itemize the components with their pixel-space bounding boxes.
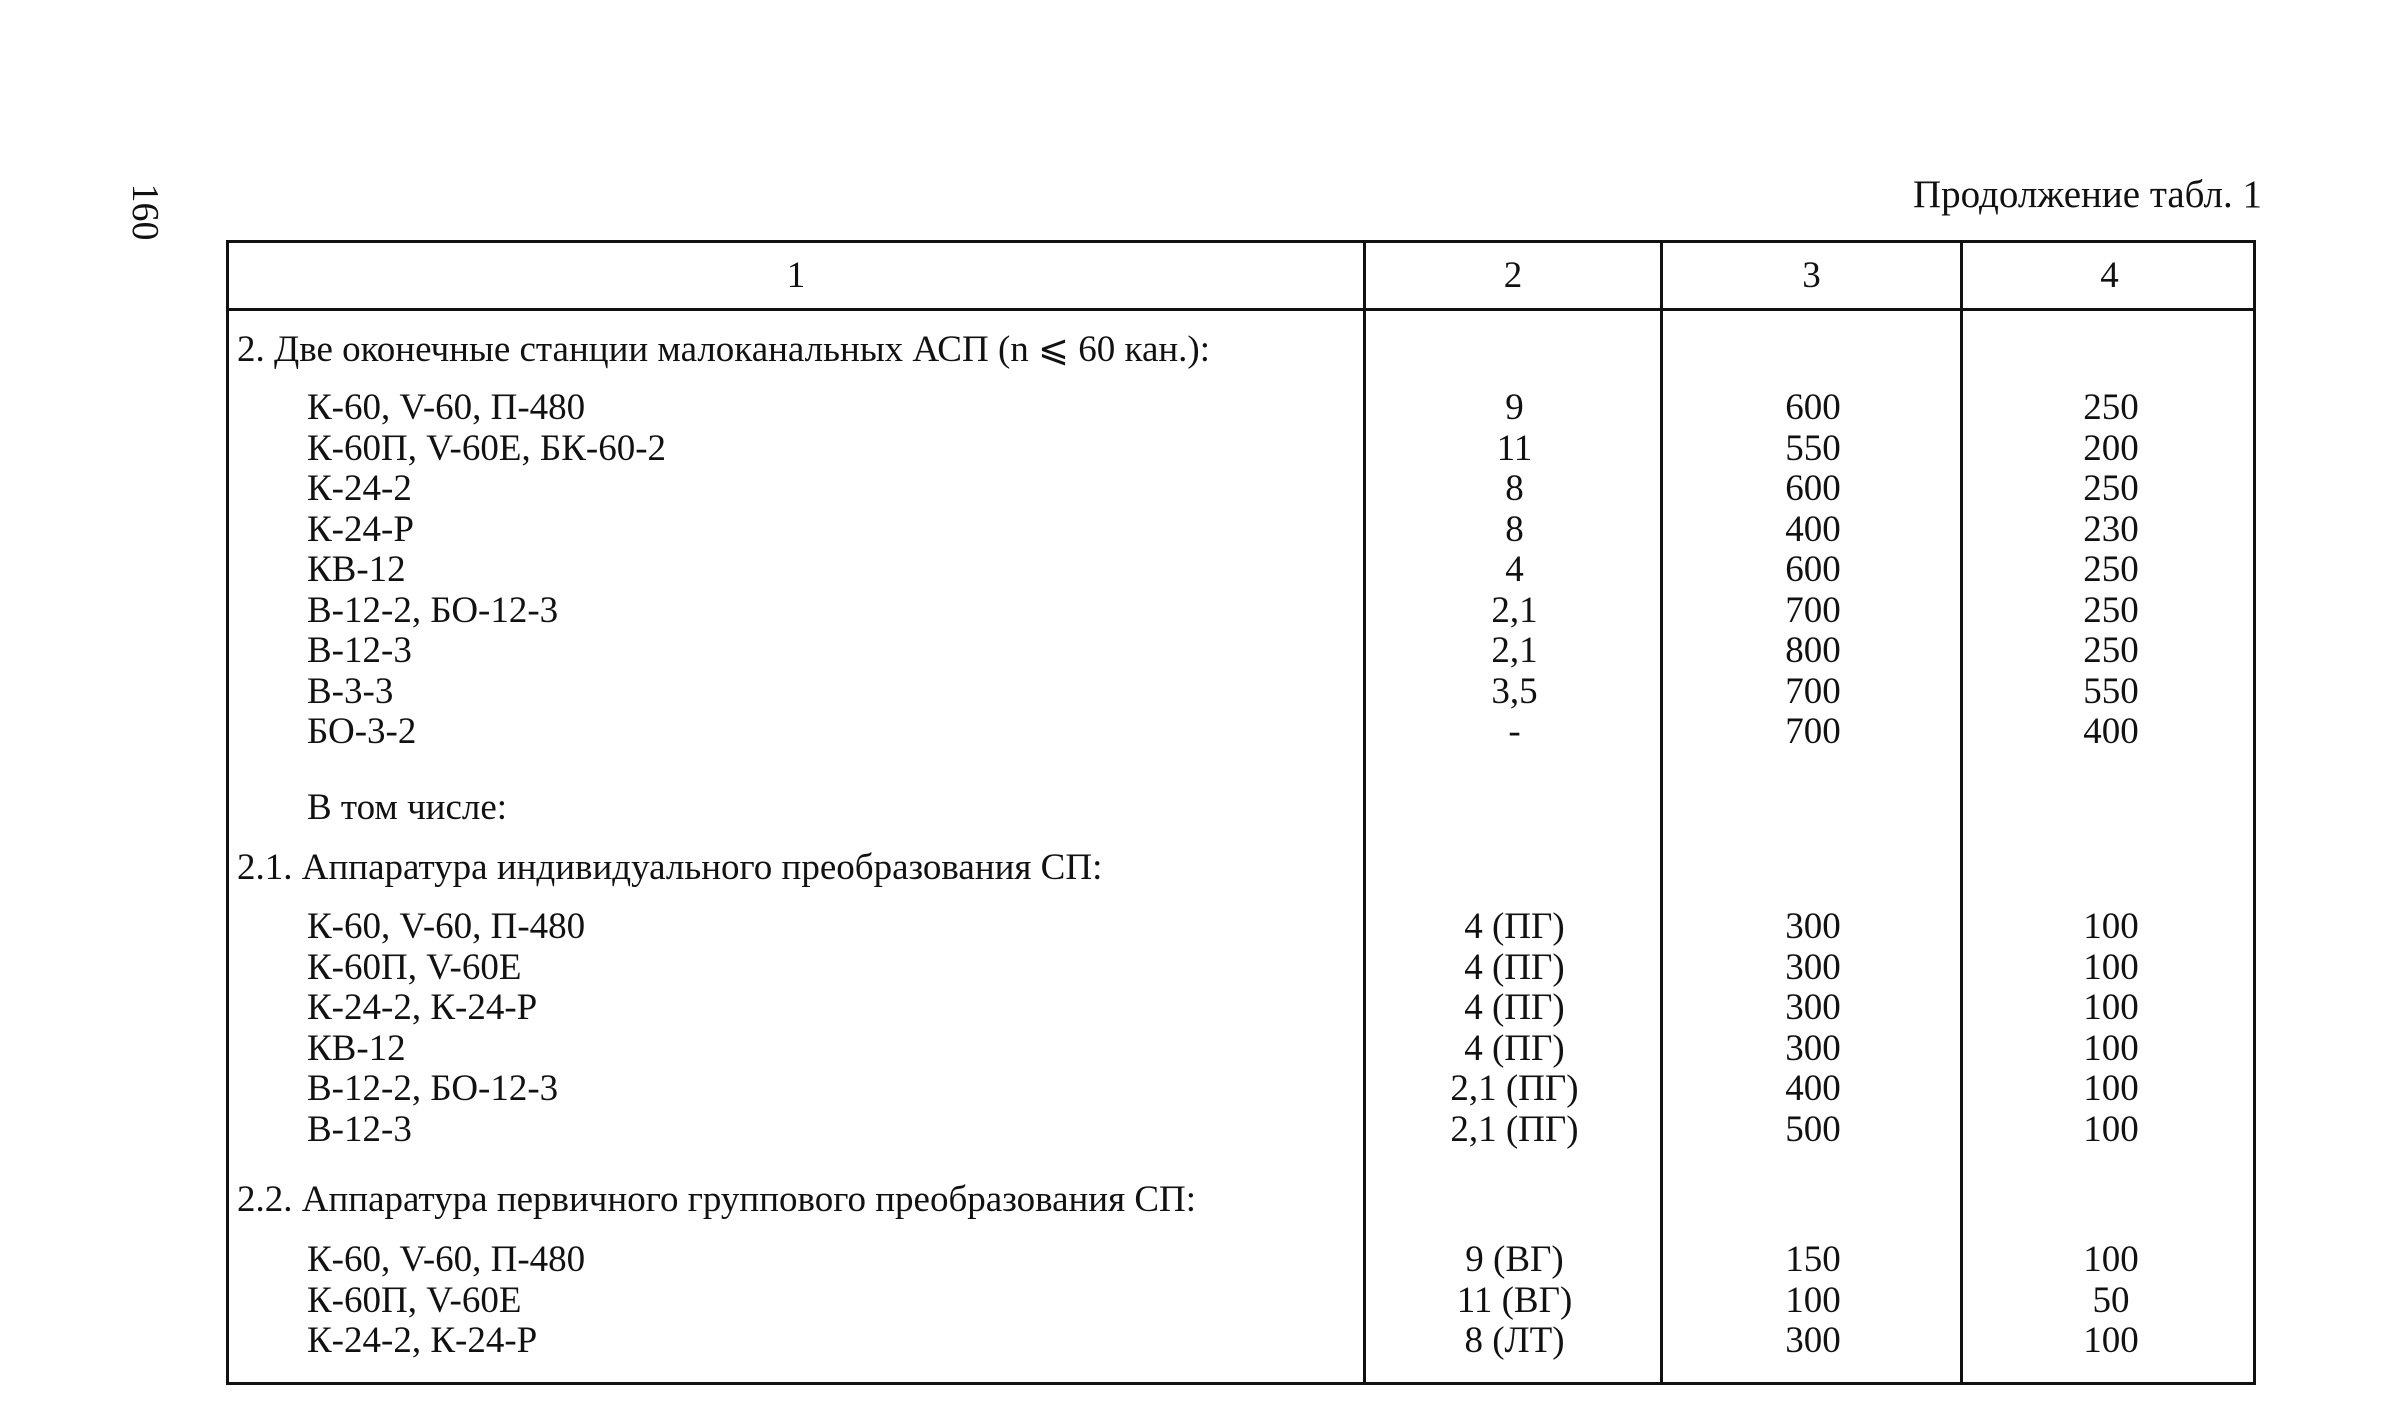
table-cell-col-4: 250: [2083, 549, 2139, 590]
table-cell-col-4: 230: [2083, 508, 2139, 550]
table-cell-col-2: 8 (ЛТ): [1464, 1320, 1565, 1361]
table-cell-col-4: 100: [2083, 987, 2139, 1028]
table-cell-col-3: 300: [1785, 946, 1841, 988]
table-cell-col-2: 9 (ВГ): [1465, 1239, 1564, 1280]
table-row: [229, 1281, 2253, 1321]
table-cell-col-4: 250: [2083, 630, 2139, 671]
table-cell-col-2: 8: [1505, 468, 1524, 509]
table-row: [229, 712, 2253, 752]
table-cell-col-4: 100: [2083, 1108, 2139, 1150]
table-cell-col-3: 600: [1785, 468, 1841, 509]
table-cell-col-2: 2,1 (ПГ): [1450, 1108, 1579, 1150]
table-cell-col-2: 4: [1505, 549, 1524, 590]
table-row: [229, 1069, 2253, 1109]
table-row: [229, 469, 2253, 509]
column-header-3: 3: [1802, 255, 1821, 296]
table-cell-col-1: К-60П, V-60Е: [307, 1279, 522, 1321]
table-cell-col-1: КВ-12: [307, 549, 406, 590]
table-cell-col-1: В-12-3: [307, 630, 412, 671]
table-cell-col-4: 250: [2083, 468, 2139, 509]
table-cell-col-3: 300: [1785, 906, 1841, 947]
table-cell-col-4: 250: [2083, 589, 2139, 631]
table-row: [229, 1110, 2253, 1150]
table-row: [229, 510, 2253, 550]
page-number: 160: [124, 183, 166, 241]
table-cell-col-3: 300: [1785, 987, 1841, 1028]
table-row: [229, 388, 2253, 428]
table-cell-col-1: К-24-2, К-24-Р: [307, 1320, 538, 1361]
column-header-2: 2: [1503, 255, 1523, 296]
table-cell-col-2: 2,1: [1491, 589, 1538, 631]
table-row: [229, 948, 2253, 988]
table-cell-col-4: 400: [2083, 711, 2139, 752]
table-cell-col-2: 4 (ПГ): [1464, 946, 1565, 988]
section-2-2-title: 2.2. Аппаратура первичного группового преобразования СП:: [237, 1179, 1197, 1220]
table-cell-col-3: 500: [1785, 1108, 1841, 1150]
table-cell-col-1: К-24-2: [307, 468, 412, 509]
table-cell-col-4: 50: [2092, 1279, 2130, 1321]
table-cell-col-1: К-60, V-60, П-480: [307, 387, 586, 428]
section-2-title: 2. Две оконечные станции малоканальных АСП (n ⩽ 60 кан.):: [237, 329, 1211, 370]
table-cell-col-2: 4 (ПГ): [1464, 1027, 1565, 1069]
table-row: [229, 429, 2253, 469]
table-cell-col-2: 3,5: [1491, 670, 1538, 712]
table-cell-col-3: 150: [1785, 1239, 1841, 1280]
table-row: [229, 672, 2253, 712]
table-continuation-title: Продолжение табл. 1: [1912, 173, 2262, 216]
table-cell-col-3: 300: [1785, 1027, 1841, 1069]
table-row: [229, 1240, 2253, 1280]
table-cell-col-4: 100: [2083, 946, 2139, 988]
table-cell-col-1: В-3-3: [307, 670, 394, 712]
table-cell-col-4: 100: [2083, 906, 2139, 947]
table-cell-col-3: 400: [1785, 508, 1841, 550]
table-cell-col-1: КВ-12: [307, 1027, 406, 1069]
section-2-1-title: 2.1. Аппаратура индивидуального преобразования СП:: [237, 847, 1103, 888]
table-cell-col-3: 600: [1785, 549, 1841, 590]
table-cell-col-1: К-60, V-60, П-480: [307, 906, 586, 947]
table-cell-col-1: К-60П, V-60Е: [307, 946, 522, 988]
column-header-1: 1: [786, 255, 806, 296]
table-cell-col-1: К-24-2, К-24-Р: [307, 987, 538, 1028]
table-cell-col-4: 100: [2083, 1320, 2139, 1361]
table-row: [229, 591, 2253, 631]
table-cell-col-4: 550: [2083, 670, 2139, 712]
table-cell-col-3: 600: [1785, 387, 1841, 428]
table-cell-col-3: 700: [1785, 589, 1841, 631]
table-row: [229, 988, 2253, 1028]
table-cell-col-2: 2,1: [1491, 630, 1538, 671]
table-cell-col-4: 100: [2083, 1027, 2139, 1069]
table-cell-col-1: К-24-Р: [307, 508, 414, 550]
table-cell-col-3: 400: [1785, 1068, 1841, 1109]
table-cell-col-3: 700: [1785, 670, 1841, 712]
table-cell-col-1: В-12-3: [307, 1108, 412, 1150]
table-cell-col-1: БО-3-2: [307, 711, 417, 752]
table-cell-col-2: 11 (ВГ): [1456, 1279, 1573, 1321]
table-cell-col-2: 4 (ПГ): [1464, 906, 1565, 947]
table-cell-col-1: В-12-2, БО-12-3: [307, 1068, 559, 1109]
table-cell-col-4: 250: [2083, 387, 2139, 428]
table-cell-col-3: 700: [1785, 711, 1841, 752]
table-cell-col-2: 11: [1496, 427, 1533, 469]
table-cell-col-4: 200: [2083, 427, 2139, 469]
table-cell-col-2: 4 (ПГ): [1464, 987, 1565, 1028]
table-cell-col-1: К-60П, V-60Е, БК-60-2: [307, 427, 667, 469]
table-row: [229, 631, 2253, 671]
table-row: [229, 907, 2253, 947]
table-cell-col-3: 550: [1785, 427, 1841, 469]
table-row: [229, 550, 2253, 590]
data-table: [226, 240, 2256, 1385]
table-cell-col-3: 100: [1785, 1279, 1841, 1321]
column-header-4: 4: [2100, 255, 2119, 296]
table-cell-col-1: В-12-2, БО-12-3: [307, 589, 559, 631]
table-cell-col-2: 8: [1505, 508, 1524, 550]
table-cell-col-2: 9: [1505, 387, 1524, 428]
table-cell-col-2: -: [1508, 711, 1521, 752]
table-cell-col-4: 100: [2083, 1239, 2139, 1280]
table-row: [229, 1321, 2253, 1361]
section-2-note: В том числе:: [307, 787, 508, 828]
header-divider: [229, 308, 2253, 311]
table-cell-col-1: К-60, V-60, П-480: [307, 1239, 586, 1280]
table-cell-col-2: 2,1 (ПГ): [1450, 1068, 1579, 1109]
table-cell-col-4: 100: [2083, 1068, 2139, 1109]
table-cell-col-3: 300: [1785, 1320, 1841, 1361]
table-cell-col-3: 800: [1785, 630, 1841, 671]
table-row: [229, 1029, 2253, 1069]
